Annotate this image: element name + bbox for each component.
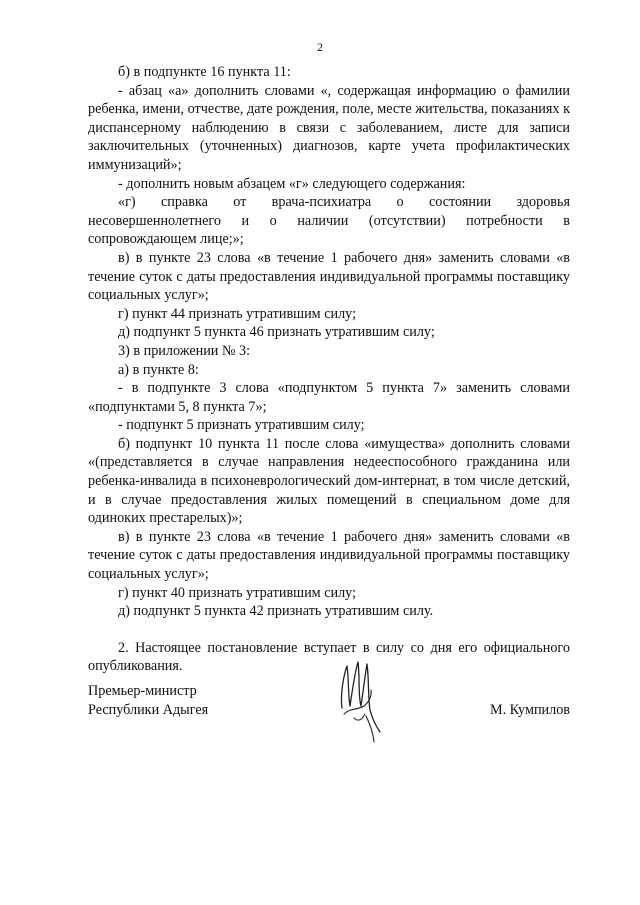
page-number: 2: [317, 40, 323, 54]
paragraph: в) в пункте 23 слова «в течение 1 рабочего дня» заменить словами «в течение суток с даты предоставления индивидуальной программы поставщику социальных услуг»;: [88, 249, 570, 304]
paragraph: б) подпункт 10 пункта 11 после слова «имущества» дополнить словами «(представляется в случае направления недееспособного гражданина или ребенка-инвалида в психоневрологический дом-интернат, в том числе детский, и в случае предоставления жилых помещений в специальном доме для одиноких престарелых)»;: [88, 435, 570, 527]
closing-paragraph: 2. Настоящее постановление вступает в силу со дня его официального опубликования.: [88, 639, 570, 675]
paragraph: 3) в приложении № 3:: [118, 342, 251, 359]
paragraph: д) подпункт 5 пункта 42 признать утратившим силу.: [118, 603, 434, 620]
document-body: [88, 63, 570, 676]
paragraph: - абзац «а» дополнить словами «, содержащая информацию о фамилии ребенка, имени, отчестве, дате рождения, поле, месте жительства, показаниях к диспансерному наблюдению в связи с заболеванием, листе для записи заключительных (уточненных) диагнозов, карте учета профилактических иммунизаций»;: [88, 82, 570, 173]
handwritten-signature: [336, 656, 386, 746]
signer-name: М. Кумпилов: [489, 701, 570, 718]
paragraph: д) подпункт 5 пункта 46 признать утратившим силу;: [118, 324, 435, 341]
paragraph: г) пункт 40 признать утратившим силу;: [118, 584, 357, 601]
signer-title-line: Республики Адыгея: [88, 701, 209, 718]
paragraph: «г) справка от врача-психиатра о состоянии здоровья несовершеннолетнего и о наличии (отсутствии) потребности в сопровождающем лице;»;: [88, 194, 570, 248]
paragraph: - дополнить новым абзацем «г» следующего содержания:: [118, 175, 466, 192]
paragraph: г) пункт 44 признать утратившим силу;: [118, 305, 357, 322]
paragraph: б) в подпункте 16 пункта 11:: [118, 64, 291, 80]
paragraph: - в подпункте 3 слова «подпунктом 5 пункта 7» заменить словами «подпунктами 5, 8 пункта 7»;: [88, 380, 570, 415]
paragraph: - подпункт 5 признать утратившим силу;: [118, 417, 365, 434]
signer-title-line: Премьер-министр: [88, 683, 197, 699]
signer-title: [88, 682, 208, 719]
paragraph: в) в пункте 23 слова «в течение 1 рабочего дня» заменить словами «в течение суток с даты предоставления индивидуальной программы поставщику социальных услуг»;: [88, 528, 570, 583]
signature-block: [88, 682, 570, 762]
paragraph: а) в пункте 8:: [118, 361, 199, 378]
